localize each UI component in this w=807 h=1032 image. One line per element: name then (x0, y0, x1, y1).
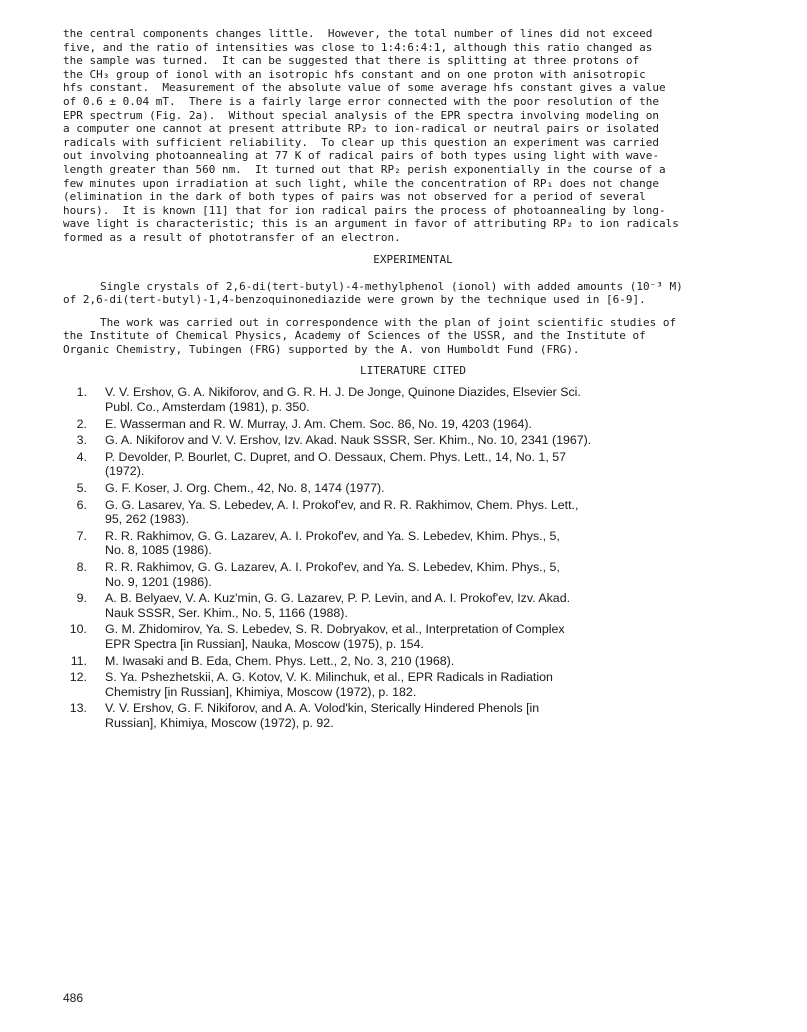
reference-number: 9. (76, 591, 87, 606)
text-line: of 2,6-di(tert-butyl)-1,4-benzoquinonediazide were grown by the technique used in [6-9]. (63, 293, 646, 307)
reference-number: 7. (76, 528, 87, 543)
reference-number: 4. (76, 449, 87, 464)
reference-text: No. 8, 1085 (1986). (105, 543, 212, 558)
experimental-paragraph-2 (63, 316, 763, 357)
reference-text: V. V. Ershov, G. A. Nikiforov, and G. R. H. J. De Jonge, Quinone Diazides, Elsevier Sci. (105, 385, 581, 400)
text-line: hfs constant. Measurement of the absolute value of some average hfs constant gives a value (63, 81, 666, 95)
reference-text: Russian], Khimiya, Moscow (1972), p. 92. (105, 715, 334, 730)
reference-item (63, 417, 763, 432)
text-line: a computer one cannot at present attribute RP₂ to ion-radical or neutral pairs or isolated (63, 122, 660, 136)
text-line: length greater than 560 nm. It turned out that RP₂ perish exponentially in the course of a (63, 162, 666, 176)
reference-number: 10. (69, 622, 87, 637)
page-number: 486 (63, 991, 84, 1005)
reference-item (63, 591, 763, 620)
reference-text: G. F. Koser, J. Org. Chem., 42, No. 8, 1474 (1977). (105, 481, 385, 496)
text-line: Single crystals of 2,6-di(tert-butyl)-4-methylphenol (ionol) with added amounts (10⁻³ M) (100, 279, 683, 293)
body-paragraph (63, 27, 763, 245)
reference-text: EPR Spectra [in Russian], Nauka, Moscow (1975), p. 154. (105, 636, 424, 651)
reference-item (63, 560, 763, 589)
reference-text: Nauk SSSR, Ser. Khim., No. 5, 1166 (1988). (105, 605, 348, 620)
reference-list (63, 385, 763, 730)
reference-item (63, 433, 763, 448)
reference-number: 12. (69, 670, 87, 685)
reference-number: 5. (76, 481, 87, 496)
text-line: the CH₃ group of ionol with an isotropic hfs constant and on one proton with anisotropic (63, 67, 646, 81)
reference-text: A. B. Belyaev, V. A. Kuz'min, G. G. Lazarev, P. P. Levin, and A. I. Prokof'ev, Izv. Akad. (105, 591, 571, 606)
experimental-paragraph-1 (63, 280, 763, 307)
reference-text: 95, 262 (1983). (105, 512, 190, 527)
reference-item (63, 701, 763, 730)
text-line: wave light is characteristic; this is an argument in favor of attributing RP₂ to ion radicals (63, 217, 679, 231)
text-line: radicals with sufficient reliability. To clear up this question an experiment was carried (63, 135, 660, 149)
reference-item (63, 498, 763, 527)
reference-text: R. R. Rakhimov, G. G. Lazarev, A. I. Prokof'ev, and Ya. S. Lebedev, Khim. Phys., 5, (105, 560, 560, 574)
reference-item (63, 481, 763, 496)
section-heading-experimental: EXPERIMENTAL (373, 252, 453, 266)
reference-text: G. G. Lasarev, Ya. S. Lebedev, A. I. Prokof'ev, and R. R. Rakhimov, Chem. Phys. Lett., (105, 497, 579, 512)
text-line: of 0.6 ± 0.04 mT. There is a fairly large error connected with the poor resolution of the (63, 94, 660, 108)
reference-text: G. A. Nikiforov and V. V. Ershov, Izv. Akad. Nauk SSSR, Ser. Khim., No. 10, 2341 (1967). (105, 433, 592, 448)
reference-item (63, 385, 763, 414)
reference-number: 8. (76, 560, 87, 574)
reference-number: 6. (76, 497, 87, 512)
reference-text: M. Iwasaki and B. Eda, Chem. Phys. Lett., 2, No. 3, 210 (1968). (105, 653, 455, 668)
text-line: EPR spectrum (Fig. 2a). Without special analysis of the EPR spectra involving modeling on (63, 108, 660, 122)
reference-text: G. M. Zhidomirov, Ya. S. Lebedev, S. R. Dobryakov, et al., Interpretation of Complex (105, 622, 565, 637)
text-line: formed as a result of phototransfer of an electron. (63, 230, 401, 244)
reference-number: 13. (69, 701, 87, 716)
reference-number: 11. (70, 653, 87, 668)
text-line: hours). It is known [11] that for ion radical pairs the process of photoannealing by long- (63, 203, 666, 217)
reference-item (63, 529, 763, 558)
text-line: five, and the ratio of intensities was close to 1:4:6:4:1, although this ratio changed as (63, 40, 653, 54)
reference-text: P. Devolder, P. Bourlet, C. Dupret, and O. Dessaux, Chem. Phys. Lett., 14, No. 1, 57 (105, 449, 566, 464)
reference-text: (1972). (105, 464, 145, 479)
text-line: (elimination in the dark of both types of pairs was not observed for a period of several (63, 190, 646, 204)
text-line: few minutes upon irradiation at such light, while the concentration of RP₁ does not change (63, 176, 660, 190)
reference-text: S. Ya. Pshezhetskii, A. G. Kotov, V. K. Milinchuk, et al., EPR Radicals in Radiation (105, 670, 553, 685)
text-line: Organic Chemistry, Tubingen (FRG) supported by the A. von Humboldt Fund (FRG). (63, 342, 580, 356)
reference-item (63, 654, 763, 669)
text-line: the Institute of Chemical Physics, Academy of Sciences of the USSR, and the Institute of (63, 329, 646, 343)
reference-text: V. V. Ershov, G. F. Nikiforov, and A. A. Volod'kin, Sterically Hindered Phenols [in (105, 701, 540, 716)
reference-number: 1. (76, 385, 87, 400)
text-line: out involving photoannealing at 77 K of radical pairs of both types using light with wave- (63, 149, 660, 163)
reference-text: R. R. Rakhimov, G. G. Lazarev, A. I. Prokof'ev, and Ya. S. Lebedev, Khim. Phys., 5, (105, 528, 560, 543)
reference-text: Publ. Co., Amsterdam (1981), p. 350. (105, 400, 310, 415)
text-line: the sample was turned. It can be suggested that there is splitting at three protons of (63, 54, 640, 68)
page-content (63, 27, 763, 733)
reference-item (63, 622, 763, 651)
reference-text: E. Wasserman and R. W. Murray, J. Am. Chem. Soc. 86, No. 19, 4203 (1964). (105, 416, 532, 431)
section-heading-literature: LITERATURE CITED (360, 364, 466, 378)
reference-text: No. 9, 1201 (1986). (105, 574, 212, 589)
reference-number: 3. (76, 433, 87, 448)
text-line: the central components changes little. However, the total number of lines did not exceed (63, 27, 653, 40)
text-line: The work was carried out in correspondence with the plan of joint scientific studies of (100, 315, 677, 329)
reference-item (63, 670, 763, 699)
reference-item (63, 450, 763, 479)
reference-number: 2. (76, 416, 87, 431)
reference-text: Chemistry [in Russian], Khimiya, Moscow (1972), p. 182. (105, 684, 417, 699)
